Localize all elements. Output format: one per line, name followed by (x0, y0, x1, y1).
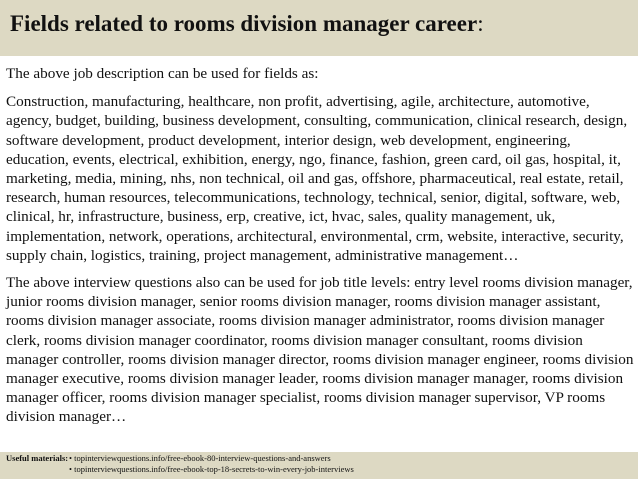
title-colon: : (477, 11, 484, 36)
fields-paragraph: Construction, manufacturing, healthcare, non profit, advertising, agile, architecture, automotive, agency, budget, building, business development, consulting, communication, clinical research, design, software development, product development, interior design, web development, engineering, education, events, electrical, exhibition, energy, ngo, finance, fashion, green card, oil gas, hospital, it, marketing, media, mining, nhs, non technical, oil and gas, offshore, pharmaceutical, real estate, retail, research, human resources, telecommunications, technology, technical, senior, digital, software, web, clinical, hr, infrastructure, business, erp, creative, ict, hvac, sales, quality management, uk, implementation, network, operations, architectural, environmental, crm, website, interactive, security, supply chain, logistics, training, project management, administrative management… (6, 93, 628, 264)
job-levels-paragraph: The above interview questions also can be used for job title levels: entry level rooms division manager, junior rooms division manager, senior rooms division manager, rooms division manager assistant, rooms division manager associate, rooms division manager administrator, rooms division manager clerk, rooms division manager coordinator, rooms division manager consultant, rooms division manager controller, rooms division manager director, rooms division manager engineer, rooms division manager executive, rooms division manager leader, rooms division manager manager, rooms division manager officer, rooms division manager specialist, rooms division manager supervisor, VP rooms division manager… (6, 274, 634, 426)
footer-label-spacer (6, 464, 69, 475)
title-text: Fields related to rooms division manager career (10, 11, 478, 36)
title-bar (0, 0, 638, 56)
page-title (10, 10, 638, 38)
footer-label: Useful materials: (6, 453, 69, 463)
footer-link-ebook-18-secrets[interactable]: • topinterviewquestions.info/free-ebook-top-18-secrets-to-win-every-job-interviews (69, 464, 354, 474)
intro-paragraph: The above job description can be used for fields as: (6, 65, 319, 82)
footer-link-ebook-80-questions[interactable]: • topinterviewquestions.info/free-ebook-80-interview-questions-and-answers (69, 453, 331, 463)
footer-row (6, 453, 638, 464)
footer-row (6, 464, 638, 475)
slide-body (6, 64, 636, 427)
footer (0, 452, 638, 479)
